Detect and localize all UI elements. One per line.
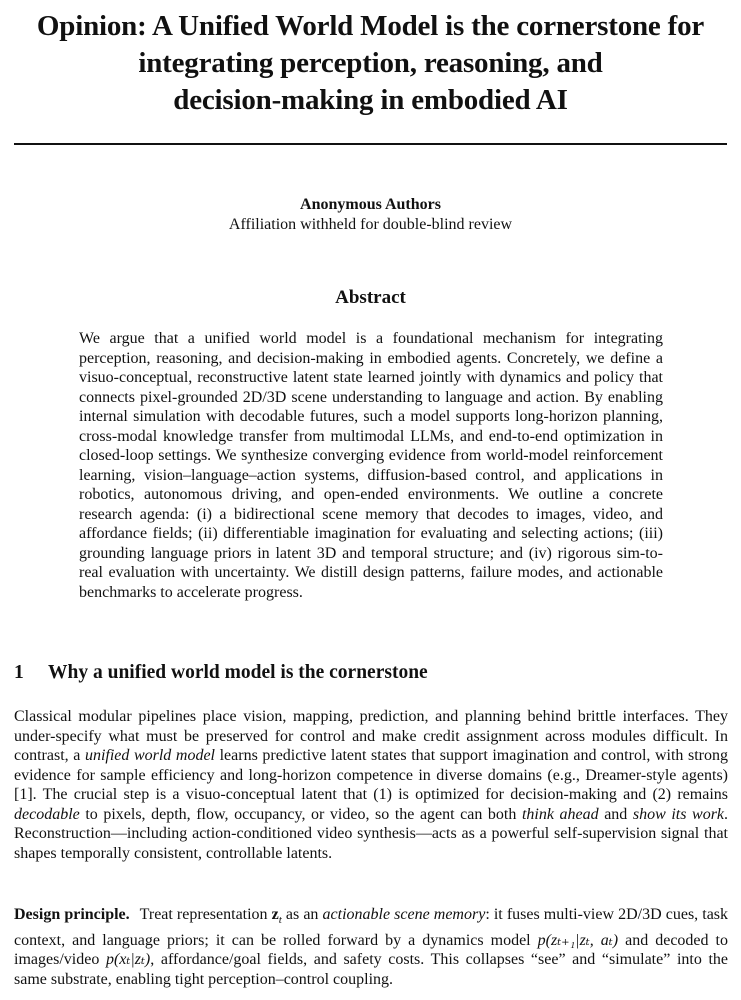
p1-text-e: . Reconstruction—including action-conditioned video synthesis—acts as a powerful self-supervision signal that shapes temporally consistent, controllable latents. <box>14 805 729 862</box>
title-line-2: integrating perception, reasoning, and <box>138 47 603 79</box>
math-dynamics-model: p(zₜ₊₁|zₜ, aₜ) <box>537 931 619 949</box>
p2-text-a: Treat representation <box>139 906 272 923</box>
abstract-body: We argue that a unified world model is a foundational mechanism for integrating perception, reasoning, and decision-making in embodied agents. Concretely, we define a visuo-conceptual, reconstructive latent state learned jointly with dynamics and policy that connects pixel-grounded 2D/3D scene understanding to language and action. By enabling internal simulation with decodable futures, such a model supports long-horizon planning, cross-modal knowledge transfer from multimodal LLMs, and end-to-end optimization in closed-loop settings. We synthesize converging evidence from world-model reinforcement learning, vision–language–action systems, diffusion-based control, and applications in robotics, autonomous driving, and open-ended environments. We outline a concrete research agenda: (i) a bidirectional scene memory that decodes to images, video, and affordance fields; (ii) differentiable imagination for evaluating and selecting actions; (iii) grounding language priors in latent 3D and temporal structure; and (iv) rigorous sim-to-real evaluation with uncertainty. We distill design patterns, failure modes, and actionable benchmarks to accelerate progress. <box>79 330 663 601</box>
p2-text-e: , affordance/goal fields, and safety costs. This collapses “see” and “simulate” into the same substrate, enabling tight perception–control coupling. <box>14 951 728 988</box>
title-rule <box>14 143 727 145</box>
p1-emph-show-its-work: show its work <box>632 805 725 823</box>
p2-text-d: and decoded to images/video <box>14 931 728 969</box>
section-title: Why a unified world model is the cornerstone <box>48 662 428 683</box>
p2-text-b: as an <box>281 906 323 923</box>
p2-text-c: : it fuses multi-view 2D/3D cues, task context, and language priors; it can be rolled forward by a dynamics model <box>14 906 729 949</box>
p1-emph-unified-world-model: unified world model <box>84 747 215 764</box>
section-paragraph-2 <box>14 905 728 989</box>
p1-text-d: and <box>598 805 633 823</box>
section-number: 1 <box>14 662 24 683</box>
p1-text-a: Classical modular pipelines place vision, mapping, prediction, and planning behind brittle interfaces. They under-specify what must be preserved for control and make credit assignment across modules difficult. In contrast, a <box>14 708 728 764</box>
author-affiliation: Affiliation withheld for double-blind review <box>228 216 513 233</box>
author-block <box>0 195 741 235</box>
p1-emph-think-ahead: think ahead <box>521 805 599 823</box>
p1-text-b: learns predictive latent states that support imagination and control, with strong evidence for sample efficiency and long-horizon competence in diverse domains (e.g., Dreamer-style agents) [1]. The crucial step is a visuo-conceptual latent that (1) is optimized for decision-making and (2) remains <box>14 747 729 803</box>
math-z: z <box>271 906 279 923</box>
p1-emph-decodable: decodable <box>14 805 80 823</box>
section-paragraph-1 <box>14 707 728 863</box>
abstract-heading: Abstract <box>335 287 406 308</box>
math-subscript-t: t <box>278 914 282 927</box>
section-heading <box>14 661 727 685</box>
p1-text-c: to pixels, depth, flow, occupancy, or video, so the agent can both <box>79 805 522 823</box>
math-decoder: p(xₜ|zₜ) <box>105 951 151 969</box>
author-names: Anonymous Authors <box>300 196 441 213</box>
p2-emph-actionable-scene-memory: actionable scene memory <box>322 906 486 923</box>
paper-title <box>0 8 741 119</box>
paragraph-runin-heading: Design principle. <box>14 906 130 923</box>
title-line-3: decision-making in embodied AI <box>173 84 568 116</box>
math-z-t <box>271 906 282 927</box>
title-line-1: Opinion: A Unified World Model is the cornerstone for <box>36 10 705 42</box>
